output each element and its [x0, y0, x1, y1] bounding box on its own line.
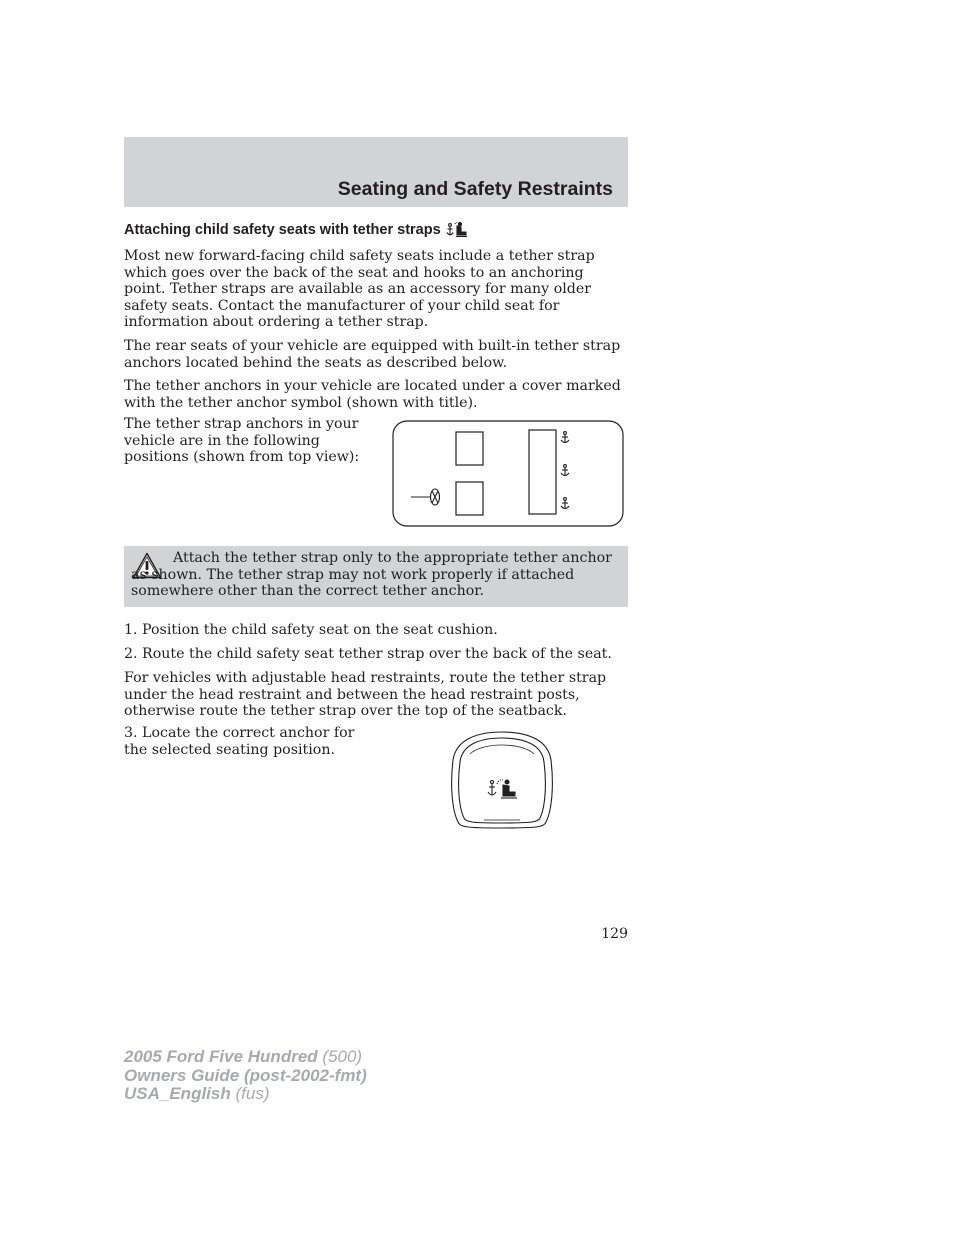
section-header-band [124, 137, 628, 207]
warning-text: Attach the tether strap only to the appropriate tether anchor as shown. The tether strap may not work properly if attached somewhere other than the correct tether anchor. [131, 550, 612, 600]
tether-anchor-cover-illustration [448, 730, 556, 830]
page-number: 129 [601, 926, 628, 942]
step-3: 3. Locate the correct anchor for the selected seating position. [124, 725, 355, 758]
paragraph-anchor-positions: The tether strap anchors in your vehicle are in the following positions (shown from top view): [124, 416, 360, 466]
footer-line-2: Owners Guide (post-2002-fmt) [124, 1065, 367, 1085]
front-seat-left [456, 482, 483, 515]
head-restraint-note: For vehicles with adjustable head restraints, route the tether strap under the head restraint and between the head restraint posts, otherwise route the tether strap over the top of the seatback. [124, 670, 607, 720]
tether-anchor-symbol-icon [488, 780, 517, 798]
step-1: 1. Position the child safety seat on the seat cushion. [124, 622, 498, 638]
front-seat-right [456, 432, 483, 465]
footer-line-1: 2005 Ford Five Hundred (500) [124, 1047, 363, 1066]
anchor-icon [561, 498, 569, 509]
tether-anchor-child-seat-icon [446, 221, 468, 239]
paragraph-intro: Most new forward-facing child safety seats include a tether strap which goes over the back of the seat and hooks to an anchoring point. Tether straps are available as an accessory for many older safety seats. Contact the manufacturer of your child seat for information about ordering a tether strap. [124, 248, 595, 331]
paragraph-anchor-cover: The tether anchors in your vehicle are located under a cover marked with the tether anchor symbol (shown with title). [124, 378, 621, 411]
anchor-icon [561, 432, 569, 443]
anchor-icon [561, 465, 569, 476]
footer-line-3: USA_English (fus) [124, 1084, 270, 1103]
steering-wheel-icon [411, 489, 440, 505]
subsection-heading [124, 221, 468, 239]
warning-box [124, 546, 628, 607]
paragraph-rear-seats: The rear seats of your vehicle are equipped with built-in tether strap anchors located behind the seats as described below. [124, 338, 621, 371]
footer-document-info [124, 1048, 367, 1104]
step-2: 2. Route the child safety seat tether strap over the back of the seat. [124, 646, 612, 662]
tether-anchor-positions-diagram [392, 420, 624, 527]
section-title: Seating and Safety Restraints [337, 178, 613, 200]
subsection-heading-text: Attaching child safety seats with tether straps [124, 222, 441, 238]
rear-bench-seat [529, 430, 556, 514]
